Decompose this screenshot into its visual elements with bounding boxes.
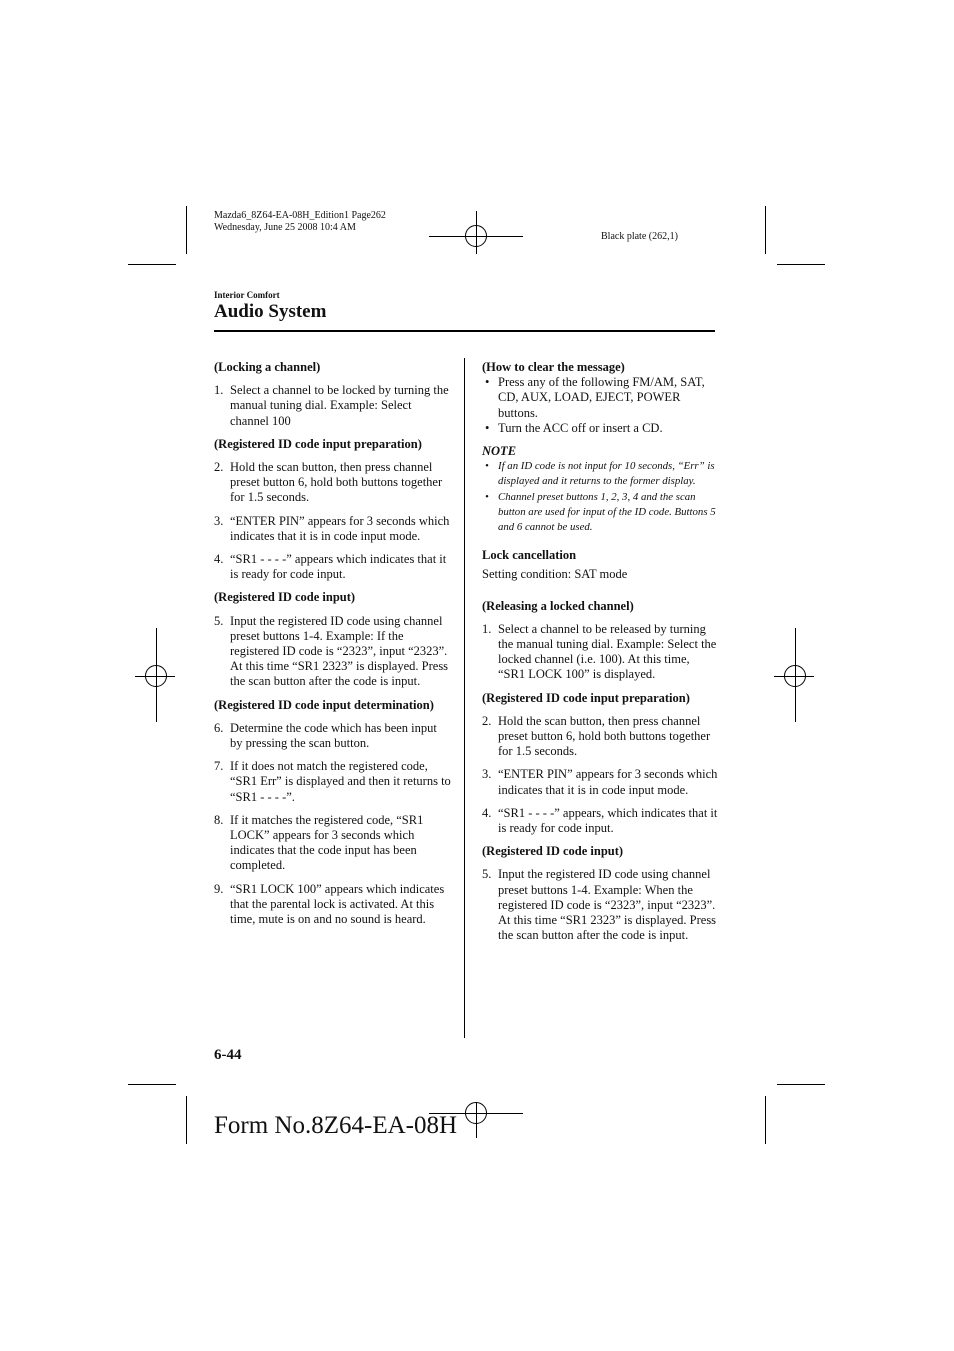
list-item: 4. “SR1 - - - -” appears, which indicates that it is ready for code input.: [482, 805, 718, 836]
bullet-icon: •: [485, 490, 489, 503]
list-item: 6. Determine the code which has been input by pressing the scan button.: [214, 720, 437, 751]
list-item: 9. “SR1 LOCK 100” appears which indicates that the parental lock is activated. At this time, mute is on and no sound is heard.: [214, 881, 445, 927]
subheading-determination: (Registered ID code input determination): [214, 697, 434, 712]
column-divider: [464, 358, 465, 1038]
list-item: 5. Input the registered ID code using channel preset buttons 1-4. Example: When the registered ID code is “2323”, input “2323”. At this time “SR1 2323” is displayed. Press the scan button after the code is input.: [482, 867, 717, 943]
bullet-icon: •: [485, 420, 490, 435]
subheading-preparation: (Registered ID code input preparation): [214, 436, 422, 451]
left-column: [214, 360, 452, 935]
note-bullet: • If an ID code is not input for 10 seconds, “Err” is displayed and it returns to the former display.: [482, 459, 718, 489]
note-block: [482, 459, 718, 535]
print-file-line: Mazda6_8Z64-EA-08H_Edition1 Page262: [214, 210, 386, 221]
note-heading: NOTE: [482, 444, 517, 459]
bullet-item: • Turn the ACC off or insert a CD.: [482, 421, 718, 436]
section-label: Interior Comfort: [214, 290, 280, 300]
plate-label: Black plate (262,1): [601, 231, 678, 242]
note-bullet: • Channel preset buttons 1, 2, 3, 4 and the scan button are used for input of the ID code. Buttons 5 and 6 cannot be used.: [482, 490, 718, 536]
subheading-preparation: (Registered ID code input preparation): [482, 690, 690, 705]
subheading-locking: (Locking a channel): [214, 360, 321, 374]
right-column: [482, 360, 718, 952]
print-date-line: Wednesday, June 25 2008 10:4 AM: [214, 222, 356, 233]
list-item: 1. Select a channel to be locked by turning the manual tuning dial. Example: Select channel 100: [214, 383, 449, 428]
subheading-releasing: (Releasing a locked channel): [482, 598, 634, 613]
subheading-code-input: (Registered ID code input): [482, 844, 624, 859]
list-item: 3. “ENTER PIN” appears for 3 seconds which indicates that it is in code input mode.: [214, 513, 450, 543]
list-item: 2. Hold the scan button, then press channel preset button 6, hold both buttons together for 1.5 seconds.: [482, 713, 711, 759]
bullet-item: • Press any of the following FM/AM, SAT, CD, AUX, LOAD, EJECT, POWER buttons.: [482, 375, 718, 421]
list-item: 3. “ENTER PIN” appears for 3 seconds which indicates that it is in code input mode.: [482, 767, 718, 797]
lock-cancellation-heading: Lock cancellation: [482, 548, 577, 563]
list-item: 1. Select a channel to be released by turning the manual tuning dial. Example: Select the locked channel (i.e. 100). At this time, “SR1 LOCK 100” is displayed.: [482, 621, 717, 682]
bullet-icon: •: [485, 375, 490, 390]
subheading-clear-message: (How to clear the message): [482, 360, 625, 374]
bullet-icon: •: [485, 460, 489, 473]
list-item: 5. Input the registered ID code using channel preset buttons 1-4. Example: If the registered ID code is “2323”, input “2323”. At this time “SR1 2323” is displayed. Press the scan button after the code is input.: [214, 613, 449, 689]
list-item: 8. If it matches the registered code, “SR1 LOCK” appears for 3 seconds which indicates that the code input has been completed.: [214, 812, 424, 873]
page-number: 6-44: [214, 1047, 242, 1063]
title-rule: [214, 330, 715, 332]
subheading-code-input: (Registered ID code input): [214, 590, 356, 605]
setting-condition: Setting condition: SAT mode: [482, 567, 628, 582]
list-item: 2. Hold the scan button, then press channel preset button 6, hold both buttons together for 1.5 seconds.: [214, 460, 443, 505]
print-info: [214, 210, 386, 234]
list-item: 4. “SR1 - - - -” appears which indicates that it is ready for code input.: [214, 552, 447, 582]
form-number: Form No.8Z64-EA-08H: [214, 1112, 458, 1139]
list-item: 7. If it does not match the registered code, “SR1 Err” is displayed and then it returns to “SR1 - - - -”.: [214, 759, 451, 804]
page-title: Audio System: [214, 301, 327, 322]
